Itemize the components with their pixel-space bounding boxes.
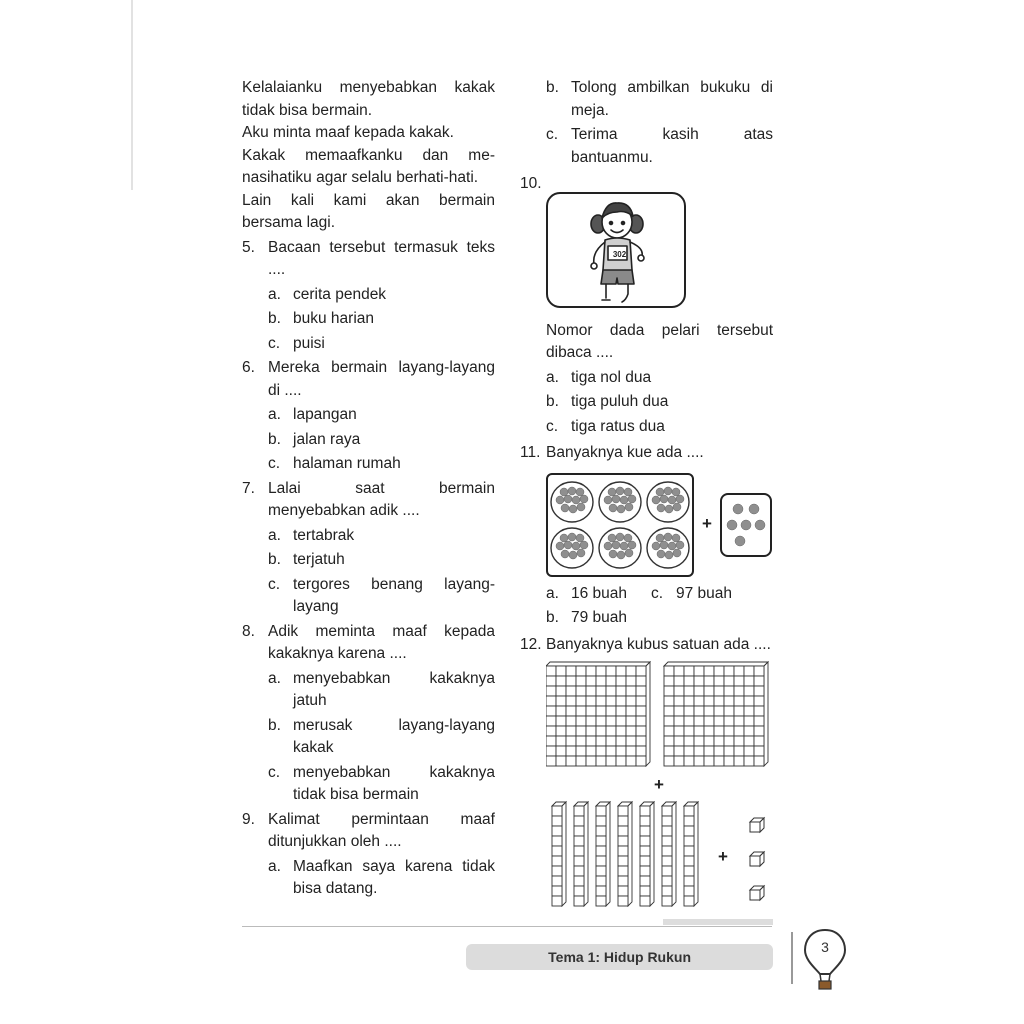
- question-10: 10.: [520, 175, 542, 192]
- option-text: Terima kasih atas bantuanmu.: [571, 126, 773, 166]
- option-text: tiga puluh dua: [571, 393, 669, 410]
- option-letter: b.: [268, 310, 281, 327]
- cookie: [624, 534, 632, 542]
- question-9: [242, 809, 495, 854]
- q5-option-a[interactable]: [242, 284, 495, 307]
- question-11: [520, 442, 773, 465]
- loose-cookie: [741, 520, 751, 530]
- option-letter: c.: [268, 575, 281, 593]
- option-text: tiga ratus dua: [571, 417, 665, 435]
- right-column: [520, 77, 773, 914]
- cookie: [572, 496, 580, 504]
- cookie: [617, 505, 625, 513]
- cookie: [556, 496, 564, 504]
- cookie: [572, 542, 580, 550]
- ten-rod: [684, 802, 698, 906]
- cookie: [620, 496, 628, 504]
- cookie: [560, 534, 568, 542]
- option-text: menyebabkan kakaknya jatuh: [293, 669, 495, 709]
- cookie: [628, 541, 636, 549]
- q7-option-c[interactable]: [242, 574, 495, 619]
- loose-cookies-box: [720, 493, 772, 557]
- option-letter: a.: [268, 526, 281, 544]
- q11-option-c[interactable]: [651, 583, 732, 606]
- cookie: [660, 495, 668, 503]
- q7-option-a[interactable]: [242, 525, 495, 548]
- cookie: [657, 550, 665, 558]
- loose-cookie: [755, 520, 765, 530]
- footer-line: [242, 926, 772, 927]
- option-letter: b.: [268, 430, 281, 448]
- q9-option-a[interactable]: [242, 856, 495, 901]
- question-text: Banyaknya kue ada ....: [546, 444, 704, 461]
- q8-option-b[interactable]: [242, 715, 495, 760]
- cookie: [580, 495, 588, 503]
- unit-cube: [750, 886, 764, 900]
- cookie: [609, 504, 617, 512]
- question-number: 11.: [520, 444, 541, 461]
- question-number: 6.: [242, 359, 255, 376]
- q5-option-c[interactable]: [242, 333, 495, 356]
- question-text: Mereka bermain layang-layang di ....: [268, 359, 495, 399]
- q11-option-b[interactable]: [520, 607, 773, 630]
- option-text: halaman rumah: [293, 455, 401, 472]
- cookie: [624, 488, 632, 496]
- cookie: [664, 487, 672, 495]
- cookie: [556, 542, 564, 550]
- option-letter: c.: [268, 455, 281, 472]
- question-6: [242, 357, 495, 402]
- q9-option-c[interactable]: [520, 124, 773, 169]
- loose-cookie: [727, 520, 737, 530]
- cookie: [660, 541, 668, 549]
- cookie: [673, 503, 681, 511]
- binding-line: [131, 0, 133, 190]
- question-text: Bacaan tersebut termasuk teks ....: [268, 238, 495, 278]
- cookie: [609, 550, 617, 558]
- cookie: [577, 503, 585, 511]
- cookie: [625, 549, 633, 557]
- option-text: tergores benang layang-layang: [293, 575, 495, 615]
- option-text: merusak layang-layang kakak: [293, 716, 495, 756]
- cookie: [620, 542, 628, 550]
- q8-option-c[interactable]: [242, 762, 495, 807]
- cookie: [652, 496, 660, 504]
- q7-option-b[interactable]: [242, 549, 495, 572]
- option-letter: a.: [268, 669, 281, 687]
- question-number: 5.: [242, 238, 255, 256]
- runner-bib-number: 302: [612, 249, 627, 259]
- option-text: terjatuh: [293, 551, 345, 568]
- intro-line-1: Kelalaianku menyebabkan kakak tidak bisa bermain.: [242, 79, 495, 119]
- question-number: 12.: [520, 635, 542, 653]
- q8-option-a[interactable]: [242, 668, 495, 713]
- cookie: [561, 550, 569, 558]
- cookie: [576, 488, 584, 496]
- option-letter: c.: [651, 584, 664, 602]
- cookie: [608, 534, 616, 542]
- hundred-flat: [664, 662, 768, 766]
- cookie: [668, 542, 676, 550]
- q9-option-b[interactable]: [520, 77, 773, 122]
- question-8: [242, 621, 495, 666]
- cookie: [628, 495, 636, 503]
- cookie: [604, 496, 612, 504]
- cookie: [577, 549, 585, 557]
- ten-rod: [574, 802, 588, 906]
- q6-option-a[interactable]: [242, 404, 495, 427]
- hot-air-balloon-icon: [800, 926, 850, 992]
- option-letter: a.: [268, 285, 281, 303]
- cookie: [608, 488, 616, 496]
- cookie: [568, 487, 576, 495]
- option-text: tertabrak: [293, 526, 355, 544]
- ten-rod: [640, 802, 654, 906]
- unit-cube: [750, 852, 764, 866]
- option-text: puisi: [293, 334, 325, 352]
- loose-cookie: [733, 504, 743, 514]
- intro-line-4: Lain kali kami akan bermain bersama lagi.: [242, 191, 495, 231]
- ten-rod: [552, 802, 566, 906]
- cookie-illustration: [546, 473, 773, 577]
- cookie: [652, 542, 660, 550]
- cookie: [612, 495, 620, 503]
- question-12: [520, 634, 773, 657]
- plates-of-cookies-icon: [548, 475, 692, 575]
- option-text: buku harian: [293, 310, 375, 327]
- page-number: 3: [821, 939, 829, 955]
- q11-option-a[interactable]: [546, 583, 651, 606]
- cookie: [676, 541, 684, 549]
- option-text: Tolong ambilkan bukuku di meja.: [571, 79, 773, 119]
- plus-sign-hundreds: +: [654, 775, 664, 794]
- option-letter: b.: [268, 551, 281, 568]
- option-letter: a.: [546, 584, 559, 602]
- cookie: [665, 551, 673, 559]
- q11-options-row-1: [520, 583, 773, 606]
- option-letter: c.: [546, 126, 559, 143]
- option-letter: c.: [268, 334, 281, 352]
- plus-sign-ones: +: [718, 847, 728, 866]
- question-number: 7.: [242, 479, 255, 497]
- option-letter: a.: [268, 406, 281, 423]
- option-text: Maafkan saya karena tidak bisa datang.: [293, 857, 495, 897]
- cookie: [676, 495, 684, 503]
- loose-cookie: [735, 536, 745, 546]
- option-text: tiga nol dua: [571, 368, 652, 386]
- ten-rod: [618, 802, 632, 906]
- loose-cookies-icon: [722, 495, 770, 555]
- option-text: 16 buah: [571, 584, 628, 602]
- footer-divider: [791, 932, 793, 984]
- question-10-text: Nomor dada pelari tersebut dibaca ....: [546, 321, 773, 361]
- cookie: [560, 488, 568, 496]
- option-text: 79 buah: [571, 609, 628, 626]
- unit-cube: [750, 818, 764, 832]
- cookie: [657, 504, 665, 512]
- cookie: [616, 533, 624, 541]
- cookie: [564, 541, 572, 549]
- q5-option-b[interactable]: [242, 308, 495, 331]
- question-text: Lalai saat bermain menyebabkan adik ....: [268, 479, 495, 519]
- cookie: [616, 487, 624, 495]
- option-text: jalan raya: [293, 430, 361, 448]
- theme-footer: Tema 1: Hidup Rukun: [466, 944, 773, 970]
- cookie: [656, 534, 664, 542]
- option-text: 97 buah: [676, 584, 733, 602]
- cookie: [672, 534, 680, 542]
- question-text: Banyaknya kubus satuan ada ....: [546, 635, 771, 653]
- hundred-flat: [546, 662, 650, 766]
- option-letter: b.: [268, 716, 281, 734]
- cookie: [625, 503, 633, 511]
- ten-rod: [662, 802, 676, 906]
- q10-option-a[interactable]: [520, 367, 773, 390]
- option-letter: b.: [546, 79, 559, 96]
- question-text: Adik meminta maaf kepada kakaknya karena ....: [268, 622, 495, 662]
- cookie: [656, 488, 664, 496]
- page-number-balloon: [800, 926, 850, 992]
- option-letter: c.: [546, 417, 559, 435]
- q10-option-c[interactable]: [520, 416, 773, 439]
- question-7: [242, 478, 495, 523]
- option-letter: b.: [546, 393, 559, 410]
- cookie: [668, 496, 676, 504]
- option-letter: a.: [268, 857, 281, 875]
- cookie: [665, 505, 673, 513]
- q10-option-b[interactable]: [520, 391, 773, 414]
- cookie: [568, 533, 576, 541]
- intro-line-2: Aku minta maaf kepada kakak.: [242, 124, 454, 141]
- option-text: lapangan: [293, 406, 357, 423]
- cookie: [672, 488, 680, 496]
- ten-rod: [596, 802, 610, 906]
- option-text: menyebabkan kakaknya tidak bisa bermain: [293, 763, 495, 803]
- cookie: [569, 551, 577, 559]
- question-number: 8.: [242, 622, 255, 640]
- intro-line-3: Kakak memaafkanku dan me-nasihatiku agar selalu berhati-hati.: [242, 146, 495, 186]
- loose-cookie: [749, 504, 759, 514]
- cookie-tray: [546, 473, 694, 577]
- cookie: [576, 534, 584, 542]
- question-text: Kalimat permintaan maaf ditunjukkan oleh ....: [268, 810, 495, 850]
- footer-tab: [663, 919, 773, 925]
- cookie: [604, 542, 612, 550]
- option-text: cerita pendek: [293, 285, 387, 303]
- option-letter: a.: [546, 368, 559, 386]
- question-5: [242, 237, 495, 282]
- cookie: [617, 551, 625, 559]
- q6-option-b[interactable]: [242, 429, 495, 452]
- cookie: [569, 505, 577, 513]
- question-number: 9.: [242, 810, 255, 828]
- left-column: [242, 77, 495, 901]
- cookie: [664, 533, 672, 541]
- cookie: [580, 541, 588, 549]
- cookie: [564, 495, 572, 503]
- q6-option-c[interactable]: [242, 453, 495, 476]
- unit-cubes-illustration: [546, 660, 772, 914]
- cookie: [612, 541, 620, 549]
- runner-illustration: [546, 192, 686, 308]
- cookie: [673, 549, 681, 557]
- option-letter: b.: [546, 609, 559, 626]
- option-letter: c.: [268, 763, 281, 781]
- cookie: [561, 504, 569, 512]
- plus-sign: +: [702, 514, 712, 534]
